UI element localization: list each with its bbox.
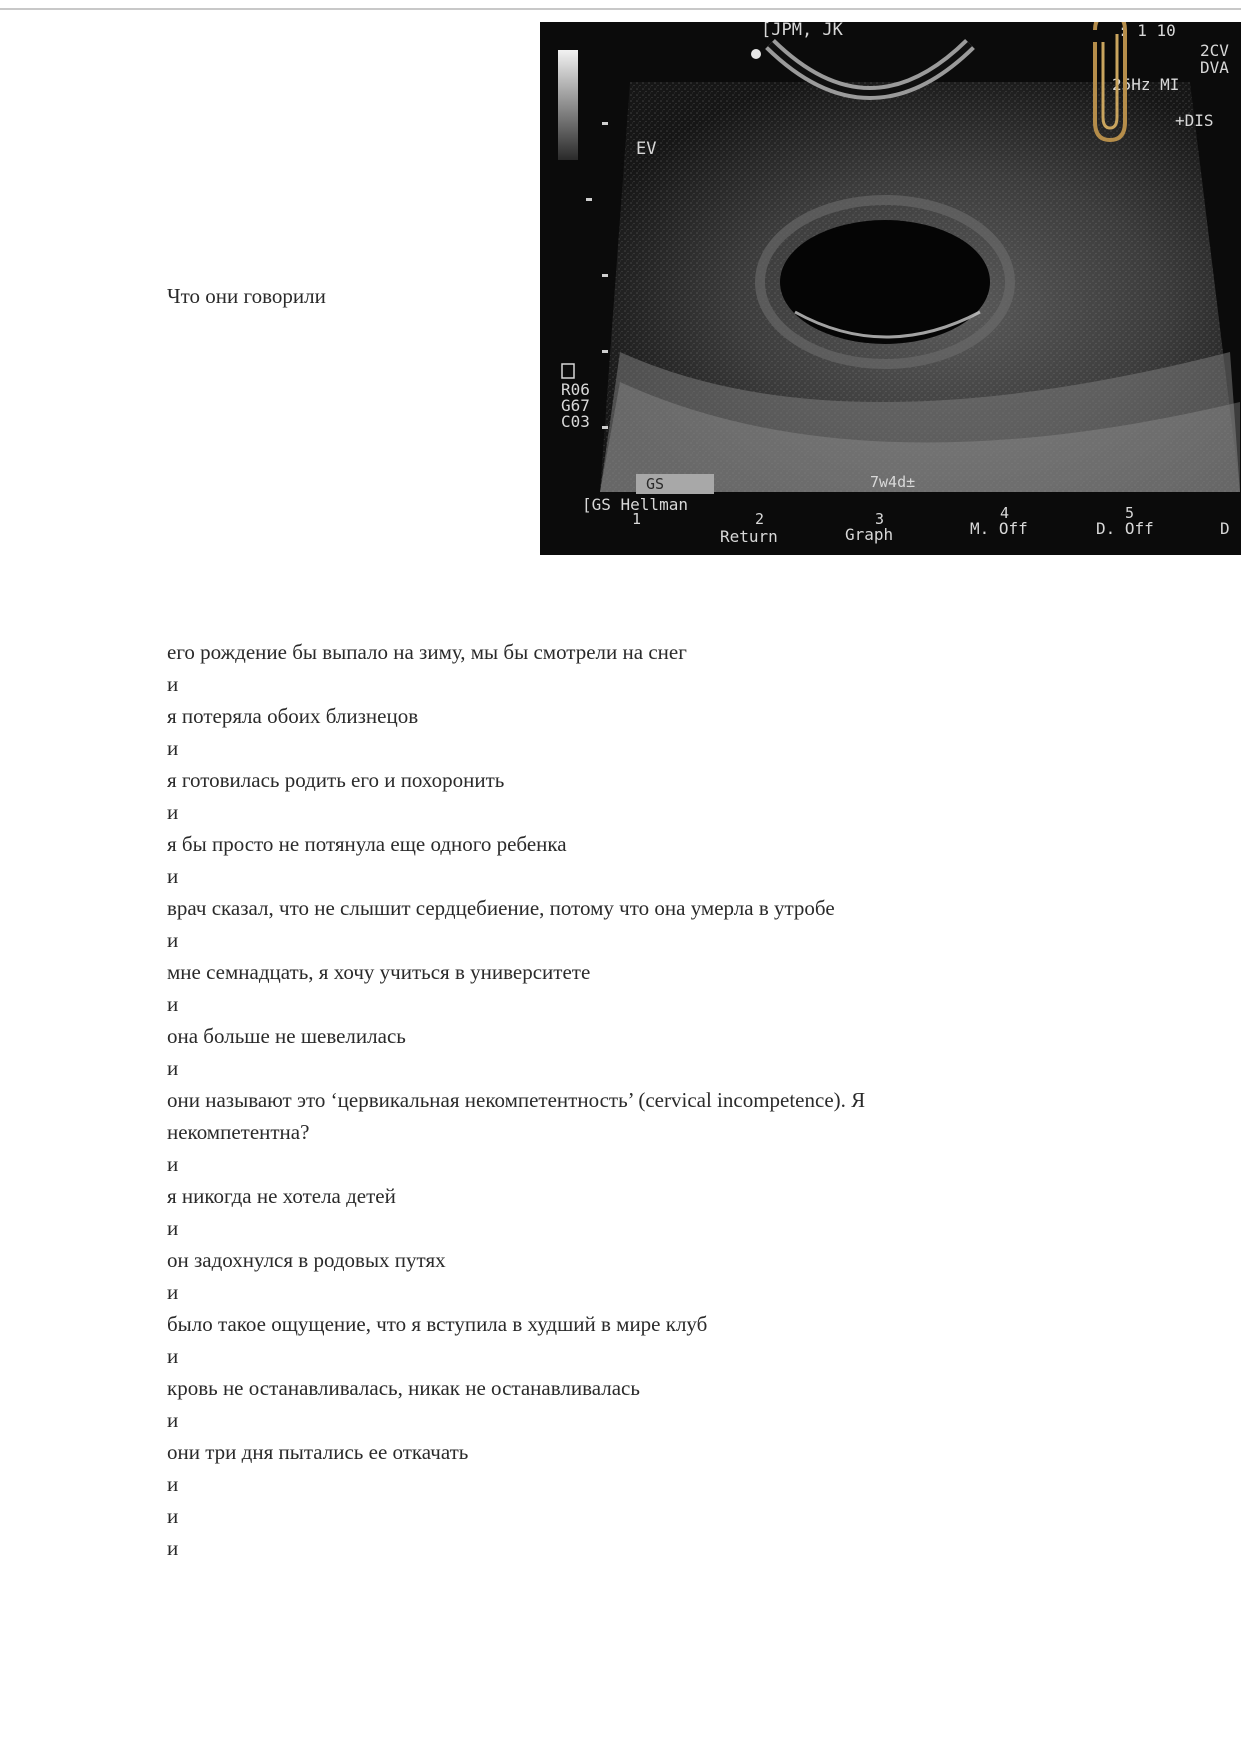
ultrasound-graphic — [540, 22, 1241, 555]
svg-text:1: 1 — [632, 510, 642, 528]
poem-line: и — [167, 736, 179, 760]
poem-line: я никогда не хотела детей — [167, 1184, 396, 1208]
svg-text:G67: G67 — [561, 396, 590, 415]
gray-scale-bar — [558, 50, 578, 160]
svg-text:Graph: Graph — [845, 525, 894, 544]
svg-text:M. Off: M. Off — [970, 519, 1028, 538]
gestational-sac — [780, 220, 990, 344]
poem-line: он задохнулся в родовых путях — [167, 1248, 446, 1272]
svg-text:5: 5 — [1125, 504, 1135, 522]
poem-line: я бы просто не потянула еще одного ребенка — [167, 832, 567, 856]
poem-line: и — [167, 800, 179, 824]
poem-line: и — [167, 992, 179, 1016]
poem-line: они называют это ‘цервикальная некомпетентность’ (cervical incompetence). Я некомпетентна? — [167, 1088, 866, 1144]
svg-text:2CV: 2CV — [1200, 41, 1229, 60]
poem-line: его рождение бы выпало на зиму, мы бы смотрели на снег — [167, 640, 687, 664]
poem-line: и — [167, 1408, 179, 1432]
poem-line: было такое ощущение, что я вступила в худший в мире клуб — [167, 1312, 708, 1336]
svg-text:: 1 10: : 1 10 — [1118, 22, 1176, 40]
svg-text:DVA: DVA — [1200, 58, 1229, 77]
poem-line: я готовилась родить его и похоронить — [167, 768, 505, 792]
poem-line: и — [167, 1056, 179, 1080]
poem-line: и — [167, 1344, 179, 1368]
left-labels — [561, 364, 590, 431]
measure-label: 7w4d± — [870, 473, 916, 491]
svg-text:3: 3 — [875, 510, 885, 528]
poem-line: врач сказал, что не слышит сердцебиение, потому что она умерла в утробе — [167, 896, 835, 920]
svg-text:25Hz MI: 25Hz MI — [1112, 75, 1180, 94]
page-title: Что они говорили — [167, 284, 326, 308]
poem-line: она больше не шевелилась — [167, 1024, 406, 1048]
poem-line: кровь не останавливалась, никак не останавливалась — [167, 1376, 640, 1400]
ev-label: EV — [636, 139, 657, 159]
poem-line: и — [167, 928, 179, 952]
svg-text:D. Off: D. Off — [1096, 519, 1154, 538]
svg-text:4: 4 — [1000, 504, 1010, 522]
poem-line: и — [167, 1472, 179, 1496]
ultrasound-image — [540, 22, 1241, 555]
menu-labels — [720, 519, 1230, 546]
poem-line: и — [167, 1504, 179, 1528]
svg-text:R06: R06 — [561, 380, 590, 399]
gs-overlay-label: GS — [646, 475, 665, 493]
svg-text:+DIS: +DIS — [1175, 111, 1214, 130]
poem-line: и — [167, 864, 179, 888]
poem-line: и — [167, 1216, 179, 1240]
poem-line: и — [167, 672, 179, 696]
svg-text:Return: Return — [720, 527, 778, 546]
poem-line: они три дня пытались ее откачать — [167, 1440, 469, 1464]
poem-line: мне семнадцать, я хочу учиться в университете — [167, 960, 591, 984]
header-label: [JPM, JK — [761, 22, 843, 40]
poem-line: и — [167, 1152, 179, 1176]
bottom-left-label: [GS Hellman — [582, 495, 688, 514]
poem-line: и — [167, 1536, 179, 1560]
poem-line: и — [167, 1280, 179, 1304]
probe-marker-dot — [751, 49, 761, 59]
svg-text:D: D — [1220, 519, 1230, 538]
scan-edge-line — [0, 8, 1241, 10]
poem-line: я потеряла обоих близнецов — [167, 704, 419, 728]
svg-text:2: 2 — [755, 510, 765, 528]
poem-body — [167, 636, 987, 1564]
svg-text:C03: C03 — [561, 412, 590, 431]
